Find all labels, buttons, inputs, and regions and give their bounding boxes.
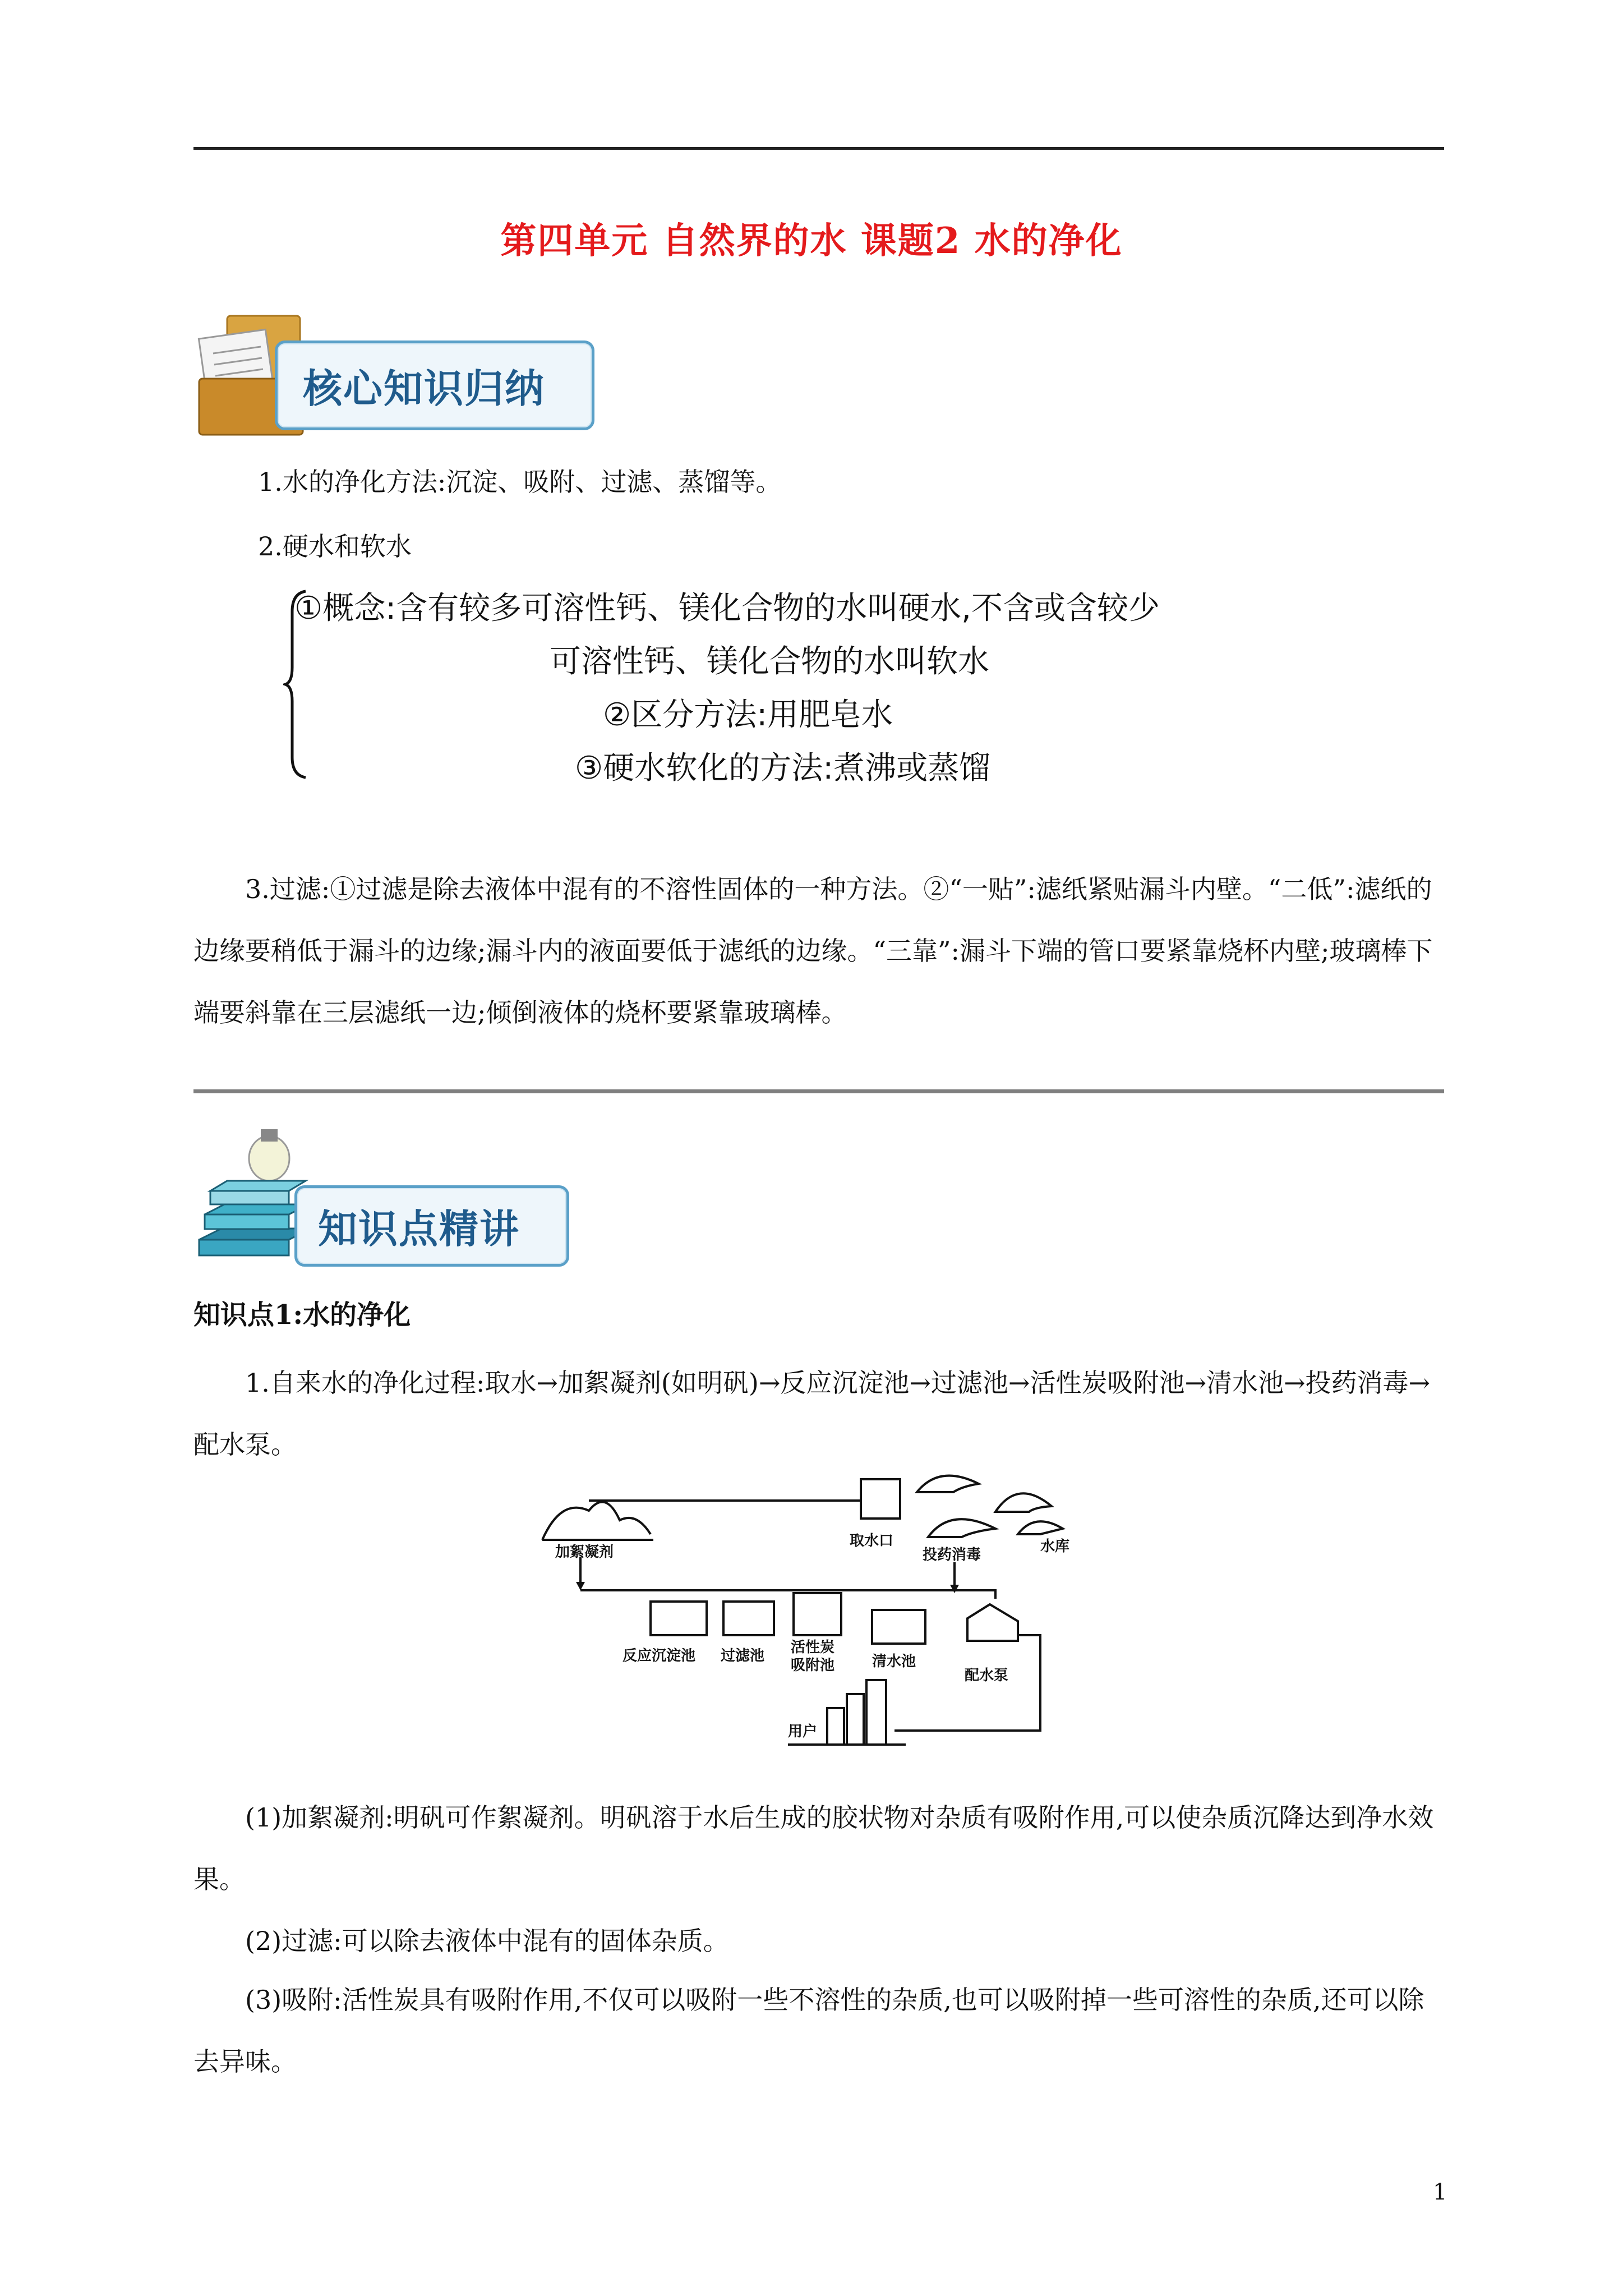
label-carbon-2: 吸附池 — [791, 1657, 835, 1674]
page-title: 第四单元 自然界的水 课题2 水的净化 — [500, 220, 1123, 262]
intake-box — [861, 1479, 900, 1519]
carbon-tank — [794, 1593, 841, 1635]
badge-label: 知识点精讲 — [318, 1206, 520, 1252]
point-flocculant: (1)加絮凝剂:明矾可作絮凝剂。明矾溶于水后生成的胶状物对杂质有吸附作用,可以使杂质沉降达到净水效果。 — [193, 1802, 1434, 1894]
header-rule — [193, 147, 1444, 150]
reservoir-hills — [917, 1476, 1063, 1537]
pump-house — [967, 1604, 1018, 1641]
badge-core-knowledge — [193, 311, 597, 440]
sediment-tank — [651, 1602, 707, 1635]
label-carbon-1: 活性炭 — [791, 1639, 835, 1656]
point-adsorption: (3)吸附:活性炭具有吸附作用,不仅可以吸附一些不溶性的杂质,也可以吸附掉一些可溶性的杂质,还可以除去异味。 — [193, 1985, 1424, 2077]
filter-tank — [723, 1602, 774, 1635]
badge-label: 核心知识归纳 — [303, 366, 545, 412]
label-flocculant: 加絮凝剂 — [555, 1544, 614, 1561]
clear-tank — [872, 1610, 925, 1644]
filter-paragraph: 3.过滤:①过滤是除去液体中混有的不溶性固体的一种方法。②“一贴”:滤纸紧贴漏斗内壁。“二低”:滤纸的边缘要稍低于漏斗的边缘;漏斗内的液面要低于滤纸的边缘。“三靠”:漏斗下端的管口要紧靠烧杯内壁;玻璃棒下端要斜靠在三层滤纸一边;倾倒液体的烧杯要紧靠玻璃棒。 — [193, 874, 1433, 1028]
source-mountains — [542, 1502, 653, 1540]
section-divider — [193, 1089, 1444, 1093]
badge-knowledge-explained — [193, 1125, 575, 1265]
point-filtration: (2)过滤:可以除去液体中混有的固体杂质。 — [245, 1926, 729, 1956]
label-pump: 配水泵 — [965, 1667, 1009, 1684]
label-reservoir: 水库 — [1040, 1538, 1070, 1555]
label-filter: 过滤池 — [721, 1648, 765, 1664]
soft-water-concept: 可溶性钙、镁化合物的水叫软水 — [550, 643, 989, 680]
hard-water-concept: ①概念:含有较多可溶性钙、镁化合物的水叫硬水,不含或含较少 — [294, 590, 1160, 627]
item-hard-soft-water: 2.硬水和软水 — [258, 531, 412, 562]
label-clear: 清水池 — [872, 1653, 916, 1670]
softening-method: ③硬水软化的方法:煮沸或蒸馏 — [575, 750, 991, 786]
purification-process: 1.自来水的净化过程:取水→加絮凝剂(如明矾)→反应沉淀池→过滤池→活性炭吸附池→清水池→投药消毒→配水泵。 — [193, 1368, 1431, 1460]
item-purification-methods: 1.水的净化方法:沉淀、吸附、过滤、蒸馏等。 — [258, 467, 782, 497]
page-number: 1 — [1433, 2179, 1447, 2205]
distinguish-method: ②区分方法:用肥皂水 — [603, 697, 893, 733]
water-treatment-diagram — [536, 1467, 1091, 1781]
label-disinfect: 投药消毒 — [923, 1547, 981, 1563]
label-intake: 取水口 — [850, 1533, 894, 1549]
label-user: 用户 — [788, 1723, 818, 1740]
label-sediment: 反应沉淀池 — [623, 1648, 696, 1664]
knowledge-point-heading: 知识点1:水的净化 — [193, 1299, 411, 1331]
